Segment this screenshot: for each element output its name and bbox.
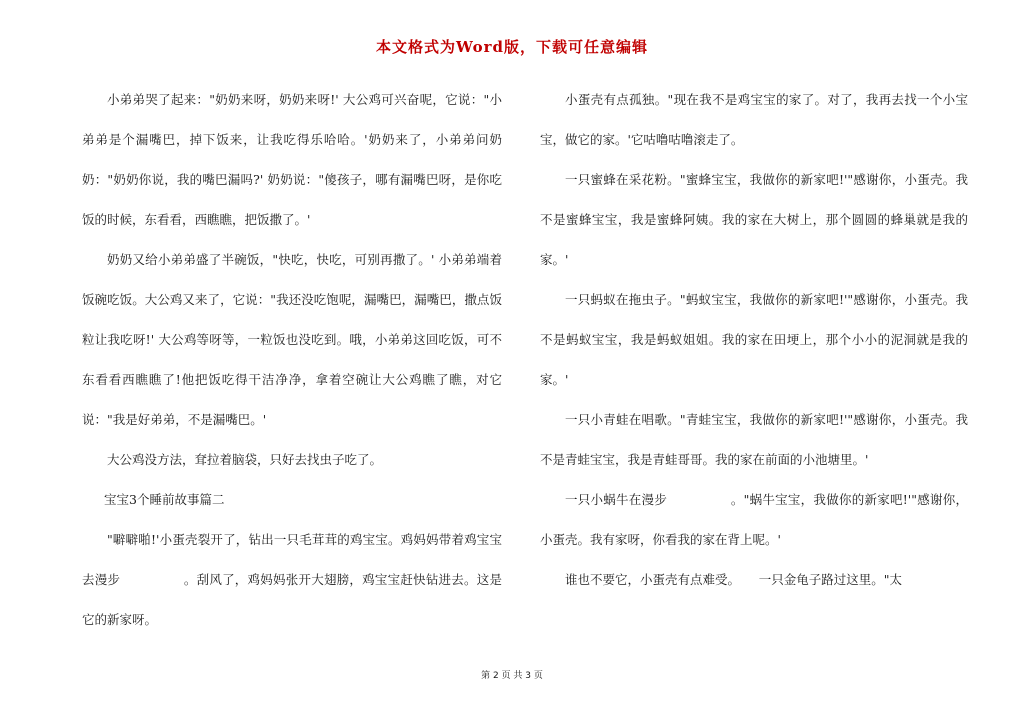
paragraph: 一只蚂蚁在拖虫子。"蚂蚁宝宝，我做你的新家吧!'"感谢你，小蛋壳。我不是蚂蚁宝宝，我是蚂蚁姐姐。我的家在田埂上，那个小小的泥洞就是我的家。' (540, 292, 968, 387)
section-heading: 宝宝3个睡前故事篇二 (104, 492, 225, 507)
paragraph: 一只小蜗牛在漫步 。"蜗牛宝宝，我做你的新家吧!'"感谢你，小蛋壳。我有家呀，你看我的家在背上呢。' (540, 492, 968, 547)
paragraph: 一只小青蛙在唱歌。"青蛙宝宝，我做你的新家吧!'"感谢你，小蛋壳。我不是青蛙宝宝，我是青蛙哥哥。我的家在前面的小池塘里。' (540, 412, 968, 467)
page-number: 第 2 页 共 3 页 (481, 671, 543, 681)
paragraph: 谁也不要它，小蛋壳有点难受。 一只金龟子路过这里。"太 (565, 572, 903, 587)
right-column (540, 80, 968, 600)
document-banner: 本文格式为Word版，下载可任意编辑 (375, 38, 649, 56)
paragraph: 奶奶又给小弟弟盛了半碗饭，"快吃，快吃，可别再撒了。' 小弟弟端着饭碗吃饭。大公鸡又来了，它说："我还没吃饱呢，漏嘴巴，漏嘴巴，撒点饭粒让我吃呀!' 大公鸡等呀等，一粒饭也没吃到。哦，小弟弟这回吃饭，可不东看看西瞧瞧了!他把饭吃得干洁净净，拿着空碗让大公鸡瞧了瞧，对它说："我是好弟弟，不是漏嘴巴。' (82, 252, 502, 427)
paragraph: 一只蜜蜂在采花粉。"蜜蜂宝宝，我做你的新家吧!'"感谢你，小蛋壳。我不是蜜蜂宝宝，我是蜜蜂阿姨。我的家在大树上，那个圆圆的蜂巢就是我的家。' (540, 172, 968, 267)
left-column (82, 80, 502, 640)
paragraph: "噼噼啪!'小蛋壳裂开了，钻出一只毛茸茸的鸡宝宝。鸡妈妈带着鸡宝宝去漫步 。刮风了，鸡妈妈张开大翅膀，鸡宝宝赶快钻进去。这是它的新家呀。 (82, 532, 502, 627)
paragraph: 大公鸡没方法，耷拉着脑袋，只好去找虫子吃了。 (107, 452, 383, 467)
paragraph: 小弟弟哭了起来："奶奶来呀，奶奶来呀!' 大公鸡可兴奋呢，它说："小弟弟是个漏嘴巴，掉下饭来，让我吃得乐哈哈。'奶奶来了，小弟弟问奶奶："奶奶你说，我的嘴巴漏吗?' 奶奶说："傻孩子，哪有漏嘴巴呀，是你吃饭的时候，东看看，西瞧瞧，把饭撒了。' (82, 92, 502, 227)
paragraph: 小蛋壳有点孤独。"现在我不是鸡宝宝的家了。对了，我再去找一个小宝宝，做它的家。'它咕噜咕噜滚走了。 (540, 92, 968, 147)
